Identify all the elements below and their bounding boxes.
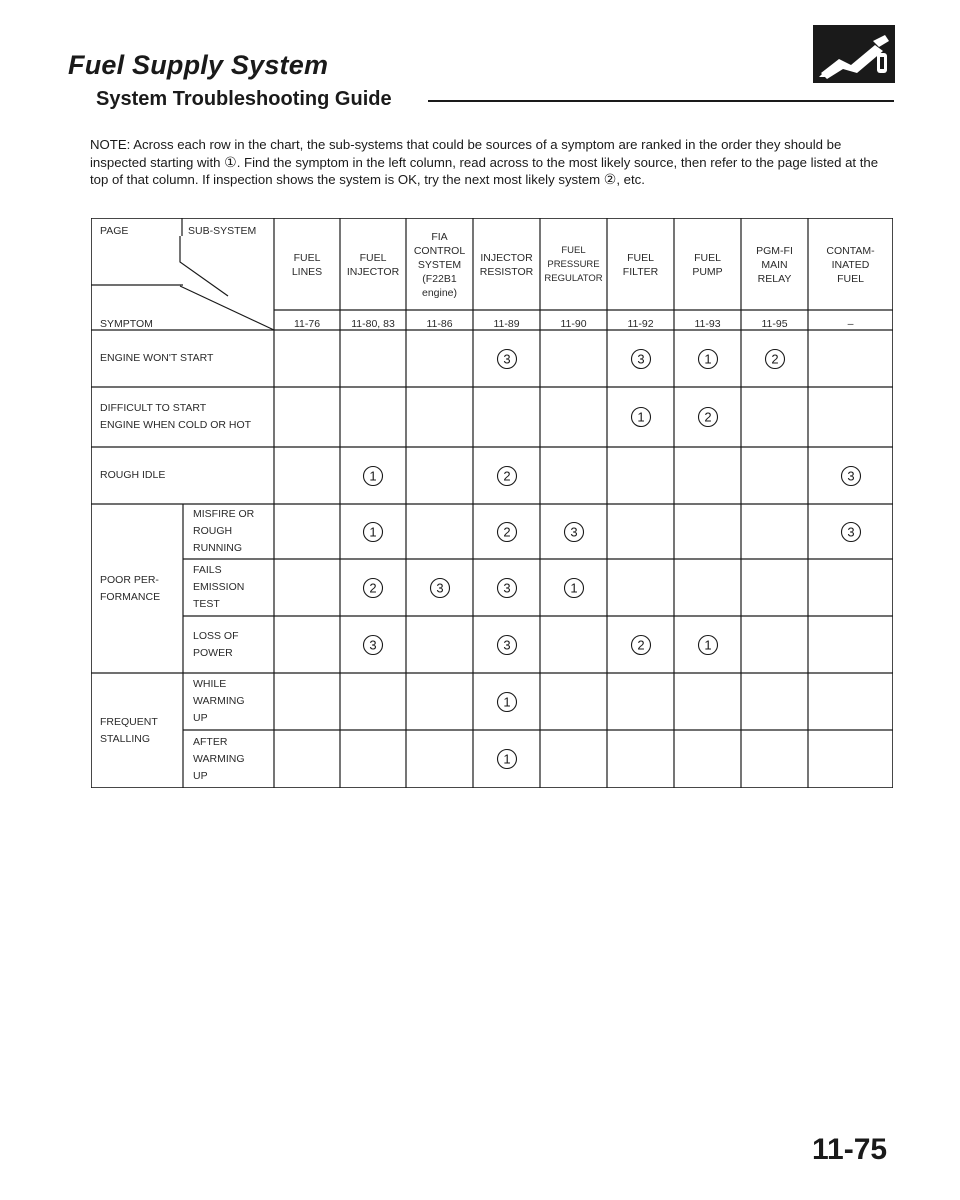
rank-number: 2 xyxy=(770,351,779,366)
rank-number: 3 xyxy=(369,637,377,652)
column-header-line: PGM-FI xyxy=(756,245,793,257)
column-header-line: FUEL xyxy=(837,273,864,285)
rank-number: 3 xyxy=(846,524,855,539)
column-header-line: FILTER xyxy=(622,266,659,278)
rank-marker xyxy=(763,347,787,371)
note-text-3: , etc. xyxy=(616,172,645,187)
column-header-line: PUMP xyxy=(692,266,723,278)
rank-number: 1 xyxy=(502,694,511,709)
rank-marker xyxy=(495,576,519,600)
column-header-line: FUEL xyxy=(694,252,721,264)
column-header-line: INATED xyxy=(831,259,870,271)
rank-marker xyxy=(562,520,586,544)
rank-number: 3 xyxy=(636,351,645,366)
column-page-ref-7: 11-93 xyxy=(694,318,721,330)
column-header-line: FIA xyxy=(431,231,448,243)
page-number: 11-75 xyxy=(812,1133,888,1166)
rank-marker xyxy=(495,690,519,714)
column-header-line: FUEL xyxy=(561,245,586,256)
column-page-ref-8: 11-95 xyxy=(761,318,788,330)
symptom-label: AFTER WARMING UP xyxy=(193,735,245,782)
rank-number: 3 xyxy=(502,351,511,366)
note-text-2: . Find the symptom in the left column, read across to the most likely source, then refer to the page listed at the top of that column. If inspection shows the system is OK, try the next most likely system xyxy=(90,154,879,187)
rank-marker xyxy=(839,464,863,488)
column-header-line: engine) xyxy=(421,287,458,299)
rank-marker xyxy=(495,464,519,488)
column-header-line: FUEL xyxy=(359,252,387,264)
rank-marker xyxy=(629,405,653,429)
column-header-9 xyxy=(808,220,893,310)
column-header-line: RESISTOR xyxy=(479,266,534,278)
rank-number: 3 xyxy=(435,580,444,595)
column-header-line: CONTROL xyxy=(413,245,466,257)
rank-marker xyxy=(361,464,385,488)
column-header-line: INJECTOR xyxy=(346,266,400,278)
rank-number: 3 xyxy=(502,580,511,595)
rank-number: 3 xyxy=(846,468,855,483)
symptom-label: ENGINE WON'T START xyxy=(100,352,214,364)
column-header-line: (F22B1 xyxy=(422,273,457,285)
rank-number: 2 xyxy=(636,637,645,652)
rank-number: 3 xyxy=(502,637,511,652)
rank-marker xyxy=(629,633,653,657)
rank-number: 1 xyxy=(369,468,377,483)
symptom-label: FAILS EMISSION TEST xyxy=(193,564,245,610)
column-header-4 xyxy=(473,220,540,310)
rank-number: 1 xyxy=(502,751,511,767)
rank-number: 2 xyxy=(502,468,511,483)
rank-marker xyxy=(361,576,385,600)
rank-number: 1 xyxy=(636,409,645,425)
note-paragraph xyxy=(90,137,882,189)
symptom-label: MISFIRE OR ROUGH RUNNING xyxy=(193,508,255,554)
column-header-line: SYSTEM xyxy=(417,259,462,271)
column-header-line: FUEL xyxy=(293,252,321,264)
rank-number: 1 xyxy=(569,580,578,595)
rank-number: 1 xyxy=(369,524,377,539)
rank-number: 2 xyxy=(703,409,712,425)
rank-marker xyxy=(495,347,519,371)
column-header-line: FUEL xyxy=(627,252,654,264)
column-header-line: MAIN xyxy=(761,259,788,271)
column-header-line: INJECTOR xyxy=(480,252,533,264)
rank-number: 2 xyxy=(502,524,511,539)
note-rank-2-mark: ② xyxy=(603,171,617,187)
column-page-ref-3: 11-86 xyxy=(426,318,453,330)
rank-number: 1 xyxy=(703,351,712,366)
column-header-1 xyxy=(274,220,340,310)
page-title: Fuel Supply System xyxy=(68,50,329,80)
corner-page-label: PAGE xyxy=(100,225,129,237)
column-header-3 xyxy=(406,220,473,310)
heading-rule xyxy=(428,100,894,102)
column-header-line: PRESSURE xyxy=(547,259,600,270)
corner-subsystem-label: SUB-SYSTEM xyxy=(188,225,257,237)
rank-marker xyxy=(428,576,452,600)
symptom-label: WHILE WARMING UP xyxy=(193,678,245,724)
column-page-ref-9: – xyxy=(847,318,854,330)
rank-marker xyxy=(562,576,586,600)
symptom-label: DIFFICULT TO START ENGINE WHEN COLD OR HOT xyxy=(100,402,252,431)
column-header-line: LINES xyxy=(291,266,323,278)
column-page-ref-1: 11-76 xyxy=(293,318,321,330)
column-header-6 xyxy=(607,220,674,310)
note-text-1: NOTE: Across each row in the chart, the sub-systems that could be sources of a symptom are ranked in the order they should be inspected starting with xyxy=(90,137,842,170)
corner-symptom-label: SYMPTOM xyxy=(100,318,153,330)
rank-marker xyxy=(696,633,720,657)
column-header-line: REGULATOR xyxy=(544,273,603,284)
symptom-label: ROUGH IDLE xyxy=(100,469,166,481)
rank-marker xyxy=(495,633,519,657)
rank-marker xyxy=(696,347,720,371)
rank-marker xyxy=(696,405,720,429)
rank-marker xyxy=(629,347,653,371)
rank-marker xyxy=(839,520,863,544)
column-header-line: CONTAM- xyxy=(826,245,875,257)
column-header-5 xyxy=(540,220,607,310)
rank-number: 3 xyxy=(569,524,578,539)
rank-marker xyxy=(495,520,519,544)
column-page-ref-4: 11-89 xyxy=(493,318,520,330)
column-header-8 xyxy=(741,220,808,310)
section-subtitle: System Troubleshooting Guide xyxy=(96,88,392,110)
column-header-2 xyxy=(340,220,406,310)
column-page-ref-6: 11-92 xyxy=(627,318,654,330)
column-header-line: RELAY xyxy=(757,273,792,285)
column-page-ref-2: 11-80, 83 xyxy=(351,318,395,330)
column-page-ref-5: 11-90 xyxy=(560,318,587,330)
rank-marker xyxy=(361,633,385,657)
symptom-label: LOSS OF POWER xyxy=(193,629,239,659)
column-header-7 xyxy=(674,220,741,310)
rank-number: 2 xyxy=(369,580,377,595)
note-rank-1-mark: ① xyxy=(224,153,237,170)
rank-marker xyxy=(495,747,519,771)
symptom-group-frequent-stalling: FREQUENT STALLING xyxy=(100,715,158,745)
fuel-nozzle-icon xyxy=(813,25,895,83)
rank-number: 1 xyxy=(703,637,712,652)
rank-marker xyxy=(361,520,385,544)
symptom-group-poor-performance: POOR PER- FORMANCE xyxy=(100,573,161,603)
